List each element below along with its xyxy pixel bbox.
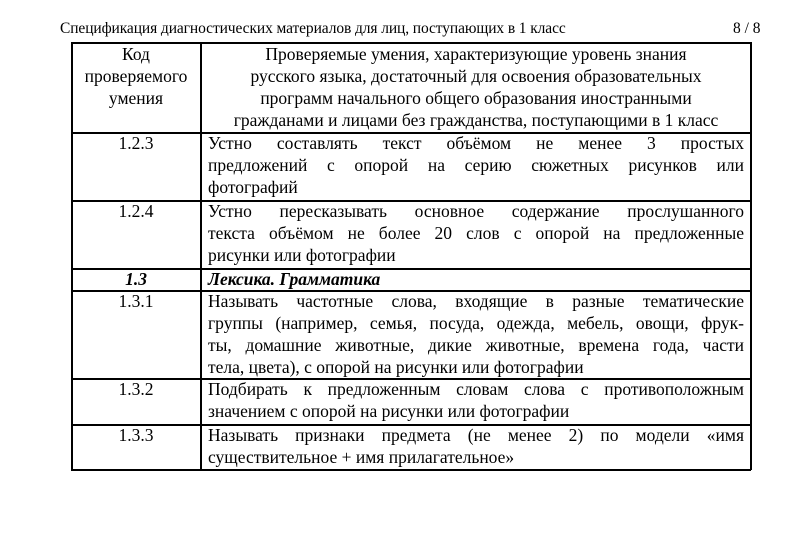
- skills-table: [71, 42, 751, 470]
- description-line: тела, цвета), с опорой на рисунки или фотографии: [208, 357, 584, 377]
- description-line: Называть признаки предмета (не менее 2) по модели «имя: [208, 425, 744, 445]
- section-title-cell: [208, 268, 744, 290]
- header-description-line: гражданами и лицами без гражданства, поступающими в 1 класс: [233, 110, 719, 130]
- description-line: рисунки или фотографии: [208, 245, 396, 265]
- row-description-cell: [208, 424, 744, 468]
- description-line: Устно пересказывать основное содержание прослушанного: [208, 201, 744, 221]
- header-code-line: умения: [108, 88, 164, 108]
- description-line: существительное + имя прилагательное»: [208, 447, 515, 467]
- description-line: Подбирать к предложенным словам слова с противоположным: [208, 379, 744, 399]
- header-code-line: Код: [122, 44, 150, 64]
- description-line: значением с опорой на рисунки или фотографии: [208, 401, 570, 421]
- row-code-cell: 1.3.2: [118, 379, 154, 399]
- page-header-title: Спецификация диагностических материалов для лиц, поступающих в 1 класс: [60, 20, 566, 37]
- row-description-cell: [208, 378, 744, 422]
- header-code-line: проверяемого: [84, 66, 188, 86]
- row-code-cell: 1.3.3: [118, 425, 154, 445]
- row-description-cell: [208, 132, 744, 198]
- row-code-cell: 1.3.1: [118, 291, 154, 311]
- header-description-line: программ начального общего образования иностранными: [260, 88, 692, 108]
- section-title: Лексика. Грамматика: [208, 269, 381, 289]
- description-line: фотографий: [208, 177, 298, 197]
- row-description-cell: [208, 200, 744, 266]
- page-number: 8 / 8: [733, 20, 761, 37]
- header-code-cell: [72, 43, 200, 109]
- description-line: предложений с опорой на серию сюжетных рисунков или: [208, 155, 744, 175]
- header-description-line: Проверяемые умения, характеризующие уровень знания: [265, 44, 687, 64]
- description-line: Называть частотные слова, входящие в разные тематические: [208, 291, 744, 311]
- row-description-cell: [208, 290, 744, 378]
- row-code-cell: 1.2.3: [118, 133, 154, 153]
- row-code-cell: 1.2.4: [118, 201, 154, 221]
- table-border-bottom: [71, 469, 751, 471]
- table-border-right: [750, 42, 752, 470]
- description-line: группы (например, семья, посуда, одежда, мебель, овощи, фрук-: [208, 313, 744, 333]
- description-line: Устно составлять текст объёмом не менее 3 простых: [208, 133, 744, 153]
- column-divider: [200, 42, 202, 470]
- description-line: ты, домашние животные, дикие животные, времена года, части: [208, 335, 744, 355]
- section-code-cell: 1.3: [125, 269, 147, 289]
- header-description-line: русского языка, достаточный для освоения образовательных: [250, 66, 702, 86]
- description-line: текста объёмом не более 20 слов с опорой на предложенные: [208, 223, 744, 243]
- header-description-cell: [208, 43, 744, 131]
